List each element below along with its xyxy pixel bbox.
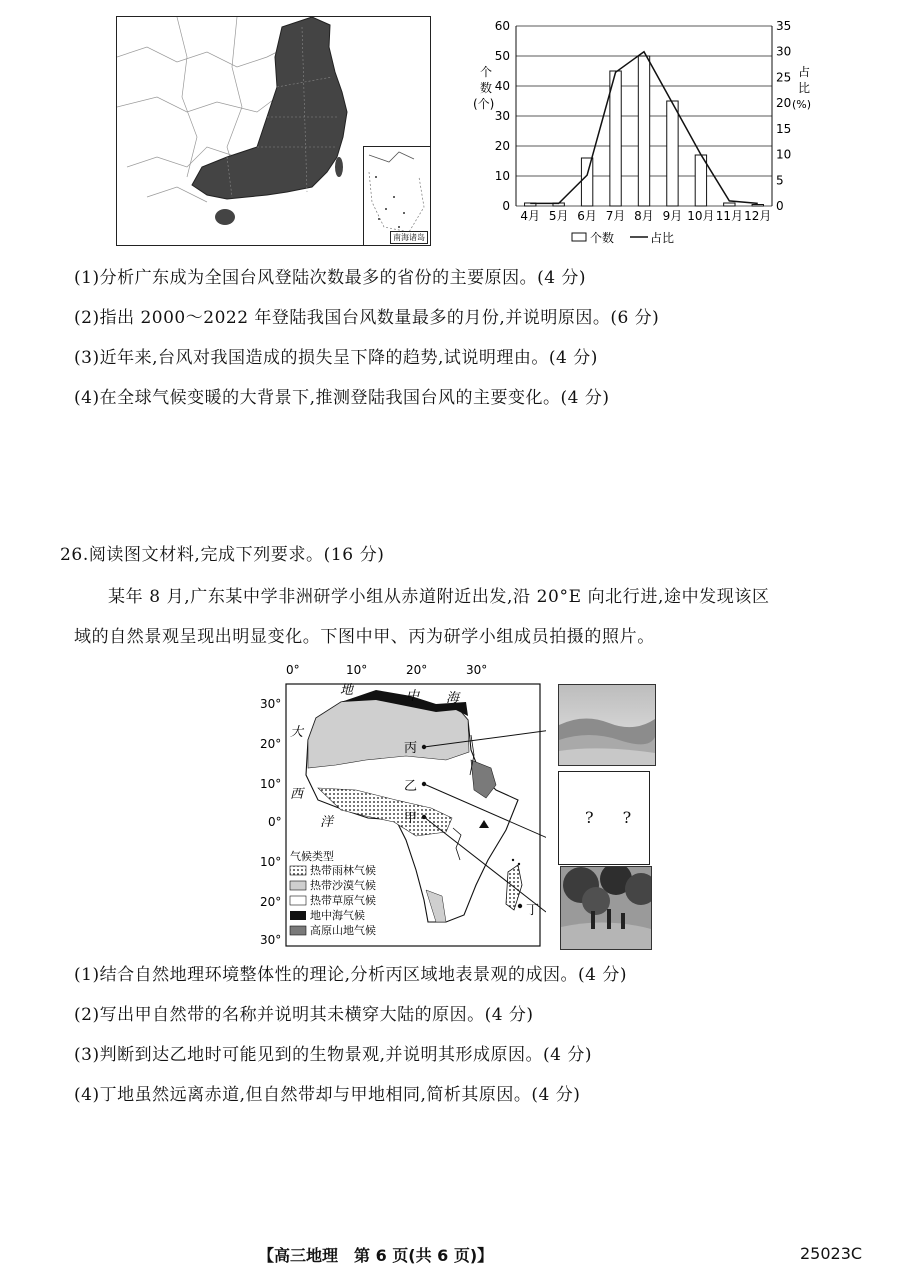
right-tick-label: 25 [776,70,792,85]
q26-material-line-1: 某年 8 月,广东某中学非洲研学小组从赤道附近出发,沿 20°E 向北行进,途中发现该区 [108,587,770,607]
typhoon-chart [460,16,820,248]
q25-part-3: (3)近年来,台风对我国造成的损失呈下降的趋势,试说明理由。(4 分) [74,348,598,368]
left-tick-10s: 10° [260,855,282,869]
left-axis-label-2: 数 [480,81,493,95]
place-label-jia: 甲 [404,811,418,826]
page-footer: 【高三地理 第 6 页(共 6 页)】 [258,1246,494,1265]
q25-part-4: (4)在全球气候变暖的大背景下,推测登陆我国台风的主要变化。(4 分) [74,388,610,408]
x-tick-label: 12月 [744,209,772,223]
rainforest-photo [560,866,652,950]
right-tick-label: 5 [776,173,784,188]
chart-bars [525,56,764,206]
x-tick-label: 11月 [715,209,743,223]
q26-material-line-2: 域的自然景观呈现出明显变化。下图中甲、丙为研学小组成员拍摄的照片。 [74,627,655,647]
right-axis-label-3: (%) [792,98,812,111]
q26-header: 26.阅读图文材料,完成下列要求。(16 分) [60,545,385,565]
south-china-sea-inset [363,146,430,245]
africa-climate-map [256,660,546,948]
left-tick-0: 0° [268,815,282,829]
right-axis-label-2: 比 [798,81,811,95]
legend-rainforest: 热带雨林气候 [310,864,376,877]
left-tick-10n: 10° [260,777,282,791]
legend-swatch-desert [290,881,306,890]
legend-savanna: 热带草原气候 [310,894,376,907]
right-tick-label: 30 [776,44,792,59]
right-tick-label: 15 [776,121,792,136]
right-tick-label: 0 [776,199,784,213]
left-tick-label: 60 [494,19,510,33]
left-tick-20n: 20° [260,737,282,751]
desert-photo [558,684,656,766]
left-tick-label: 10 [494,169,510,183]
ocean-label-1: 大 [290,725,304,740]
q26-part-2: (2)写出甲自然带的名称并说明其未横穿大陆的原因。(4 分) [74,1005,534,1025]
bar-geshu [610,71,621,206]
x-tick-label: 10月 [687,209,715,223]
x-tick-label: 5月 [548,209,569,223]
x-tick-label: 7月 [605,209,626,223]
right-tick-label: 35 [776,19,792,33]
x-tick-label: 8月 [634,209,654,223]
legend-bar-swatch [572,233,586,241]
q26-part-1: (1)结合自然地理环境整体性的理论,分析丙区域地表景观的成因。(4 分) [74,965,627,985]
x-tick-label: 9月 [662,209,683,223]
legend-desert: 热带沙漠气候 [310,879,376,892]
sea-label-2: 中 [406,689,420,704]
ocean-label-2: 西 [290,787,304,802]
legend-mediterranean: 地中海气候 [310,909,365,922]
legend-title: 气候类型 [290,850,334,863]
right-axis-label-1: 占 [798,65,811,79]
x-tick-label: 6月 [577,209,597,223]
top-tick-20: 20° [406,663,428,677]
bar-geshu [638,56,649,206]
sea-label-3: 海 [446,691,460,706]
left-tick-label: 20 [494,139,510,153]
left-tick-label: 0 [502,199,510,213]
top-tick-30: 30° [466,663,488,677]
top-tick-10: 10° [346,663,368,677]
legend-highland: 高原山地气候 [310,924,376,937]
bar-geshu [695,155,706,206]
inset-label: 南海诸岛 [390,231,428,244]
q25-part-1: (1)分析广东成为全国台风登陆次数最多的省份的主要原因。(4 分) [74,268,587,288]
left-tick-label: 50 [494,49,510,63]
left-tick-label: 30 [494,109,510,123]
q26-part-3: (3)判断到达乙地时可能见到的生物景观,并说明其形成原因。(4 分) [74,1045,592,1065]
left-tick-label: 40 [494,79,510,93]
left-axis-label-1: 个 [480,65,493,79]
china-typhoon-map [116,16,431,246]
unknown-photo-placeholder [558,771,650,865]
place-label-ding: 丁 [526,903,540,918]
right-tick-label: 10 [776,147,792,162]
top-tick-0: 0° [286,663,300,677]
q25-part-2: (2)指出 2000～2022 年登陆我国台风数量最多的月份,并说明原因。(6 分) [74,308,660,328]
legend-line-label: 占比 [650,231,675,245]
placeholder-text: ? ? [585,808,644,827]
legend-swatch-rainforest [290,866,306,875]
bar-geshu [581,158,592,206]
q26-part-4: (4)丁地虽然远离赤道,但自然带却与甲地相同,简析其原因。(4 分) [74,1085,581,1105]
x-tick-label: 4月 [520,209,541,223]
exam-code: 25023C [800,1244,863,1263]
left-axis-label-3: (个) [473,97,495,111]
sea-label-1: 地 [340,683,354,698]
left-tick-20s: 20° [260,895,282,909]
legend-swatch-mediterranean [290,911,306,920]
bar-geshu [667,101,678,206]
bar-geshu [752,205,763,207]
legend-swatch-savanna [290,896,306,905]
right-tick-label: 20 [776,96,792,111]
left-tick-30s: 30° [260,933,282,947]
place-label-bing: 丙 [404,741,418,756]
ocean-label-3: 洋 [320,815,334,830]
place-label-yi: 乙 [404,779,418,794]
legend-bar-label: 个数 [590,231,615,245]
bar-geshu [724,203,735,206]
legend-swatch-highland [290,926,306,935]
left-tick-30n: 30° [260,697,282,711]
